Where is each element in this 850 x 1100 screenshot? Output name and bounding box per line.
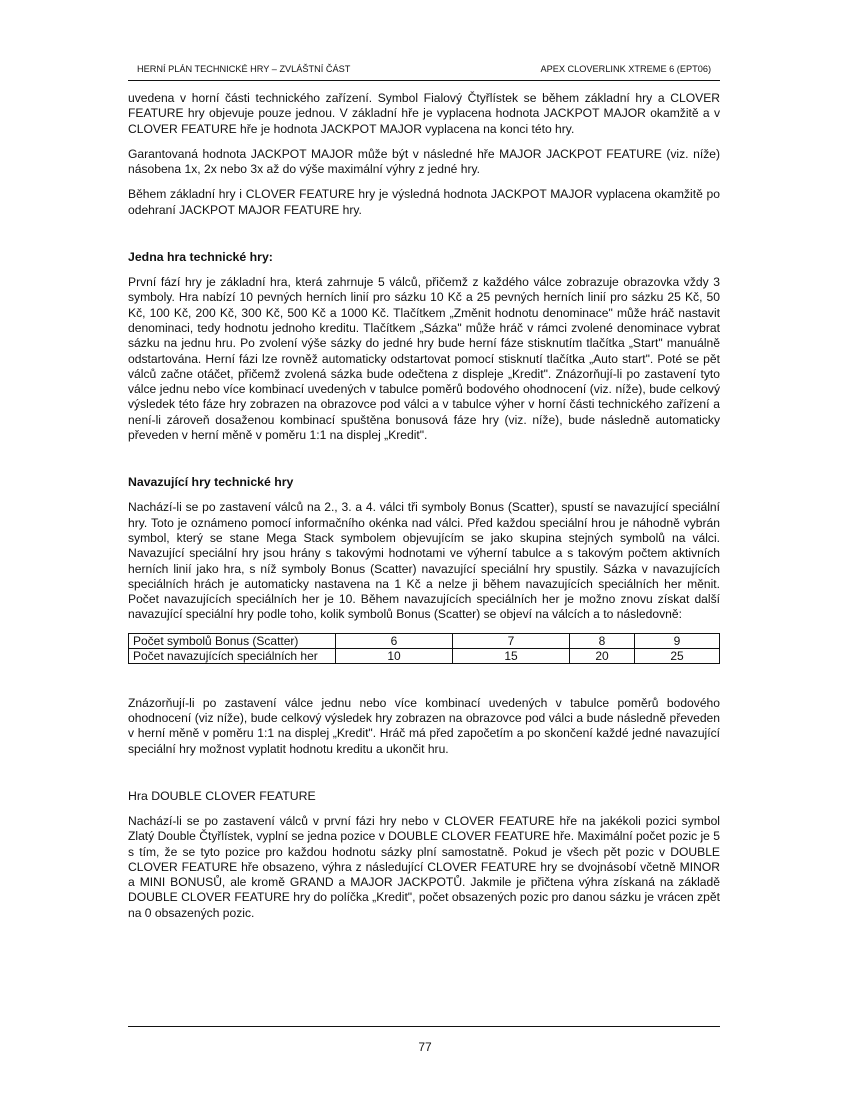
table-row — [129, 633, 720, 648]
bonus-games-table — [128, 633, 720, 664]
table-cell: 25 — [635, 648, 720, 663]
table-cell: 15 — [453, 648, 570, 663]
follow-up-games-paragraph-1: Nachází-li se po zastavení válců na 2., 3. a 4. válci tři symboly Bonus (Scatter), spustí se navazující speciální hry. Toto je oznámeno pomocí informačního okénka nad válci. Před každou speciální hrou je náhodně vybrán symbol, který se stane Mega Stack symbolem objevujícím se jako skupina stejných symbolů na válci. Navazující speciální hry jsou hrány s takovými hodnotami ve výherní tabulce a s takovým počtem aktivních herních linií jako hra, s níž symboly Bonus (Scatter) navazující speciální hry spustily. Sázka v navazujících speciálních hrách je automaticky nastavena na 1 Kč a nelze ji během navazujících speciálních her měnit. Počet navazujících speciálních her je 10. Během navazujících speciálních her je možno znovu získat další navazující speciální hry podle toho, kolik symbolů Bonus (Scatter) se objeví na válcích a to následovně: — [128, 500, 720, 622]
table-row-label: Počet navazujících speciálních her — [129, 648, 336, 663]
single-game-paragraph: První fází hry je základní hra, která zahrnuje 5 válců, přičemž z každého válce zobrazuje obrazovka vždy 3 symboly. Hra nabízí 10 pevných herních linií pro sázku 10 Kč a 25 pevných herních linií pro sázku 25 Kč, 50 Kč, 100 Kč, 200 Kč, 300 Kč, 500 Kč a 1000 Kč. Tlačítkem „Změnit hodnotu denominace" může hráč nastavit denominaci, tedy hodnotu jednoho kreditu. Tlačítkem „Sázka" může hráč v rámci zvolené denominace vybrat sázku na jednu hru. Po zvolení výše sázky do jedné hry bude herní fáze stisknutím tlačítka „Start" manuálně odstartována. Herní fázi lze rovněž automaticky odstartovat pomocí stisknutí tlačítka „Auto start". Poté se pět válců začne otáčet, přičemž zvolená sázka bude odečtena z displeje „Kredit". Znázorňují-li po zastavení tyto válce jednu nebo více kombinací uvedených v tabulce poměrů bodového ohodnocení (viz. níže), bude celkový výsledek této fáze hry zobrazen na obrazovce pod válci a v tabulce výher v horní části technického zařízení a není-li zároveň dosaženou kombinací spuštěna bonusová fáze hry (viz. níže), bude následně automaticky převeden v herní měně v poměru 1:1 na displej „Kredit". — [128, 275, 720, 443]
footer-divider — [128, 1026, 720, 1027]
table-cell: 8 — [570, 633, 635, 648]
table-row — [129, 648, 720, 663]
double-clover-paragraph: Nachází-li se po zastavení válců v první fázi hry nebo v CLOVER FEATURE hře na jakékoli pozici symbol Zlatý Double Čtyřlístek, vyplní se jedna pozice v DOUBLE CLOVER FEATURE hře. Maximální počet pozic je 5 s tím, že se tyto pozice pro každou hodnotu sázky plní samostatně. Pokud je všech pět pozic v DOUBLE CLOVER FEATURE hře obsazeno, výhra z následující CLOVER FEATURE hry se dvojnásobí včetně MINOR a MINI BONUSŮ, ale kromě GRAND a MAJOR JACKPOTŮ. Jakmile je přičtena výhra získaná na základě DOUBLE CLOVER FEATURE hry do políčka „Kredit", počet obsazených pozic pro danou sázku je vrácen zpět na 0 obsazených pozic. — [128, 813, 720, 920]
page-header — [128, 62, 720, 81]
page-content — [128, 91, 720, 921]
header-right-title: APEX CLOVERLINK XTREME 6 (EPT06) — [540, 64, 711, 74]
section-heading-double-clover: Hra DOUBLE CLOVER FEATURE — [128, 788, 316, 803]
section-heading-single-game: Jedna hra technické hry: — [128, 250, 273, 265]
header-left-title: HERNÍ PLÁN TECHNICKÉ HRY – ZVLÁŠTNÍ ČÁST — [137, 64, 351, 74]
table-cell: 10 — [336, 648, 453, 663]
intro-paragraph-3: Během základní hry i CLOVER FEATURE hry je výsledná hodnota JACKPOT MAJOR vyplacena okamžitě po odehraní JACKPOT MAJOR FEATURE hry. — [128, 187, 720, 217]
table-cell: 20 — [570, 648, 635, 663]
page-number: 77 — [418, 1040, 432, 1054]
follow-up-games-paragraph-2: Znázorňují-li po zastavení válce jednu nebo více kombinací uvedených v tabulce poměrů bodového ohodnocení (viz níže), bude celkový výsledek hry zobrazen na obrazovce pod válci a bude následně převeden v herní měně v poměru 1:1 na displej „Kredit". Hráč má před započetím a po skončení každé jedné navazující speciální hry možnost vyplatit hodnotu kreditu a ukončit hru. — [128, 695, 720, 756]
section-heading-follow-up-games: Navazující hry technické hry — [128, 475, 294, 490]
intro-paragraph-1: uvedena v horní části technického zařízení. Symbol Fialový Čtyřlístek se během základní hry a CLOVER FEATURE hry objevuje pouze jednou. V základní hře je vyplacena hodnota JACKPOT MAJOR okamžitě a v CLOVER FEATURE hře je hodnota JACKPOT MAJOR vyplacena na konci této hry. — [128, 91, 720, 136]
table-cell: 9 — [635, 633, 720, 648]
table-cell: 7 — [453, 633, 570, 648]
intro-paragraph-2: Garantovaná hodnota JACKPOT MAJOR může být v následné hře MAJOR JACKPOT FEATURE (viz. níže) násobena 1x, 2x nebo 3x až do výše maximální výhry z jedné hry. — [128, 146, 720, 177]
table-row-label: Počet symbolů Bonus (Scatter) — [129, 633, 336, 648]
table-cell: 6 — [336, 633, 453, 648]
